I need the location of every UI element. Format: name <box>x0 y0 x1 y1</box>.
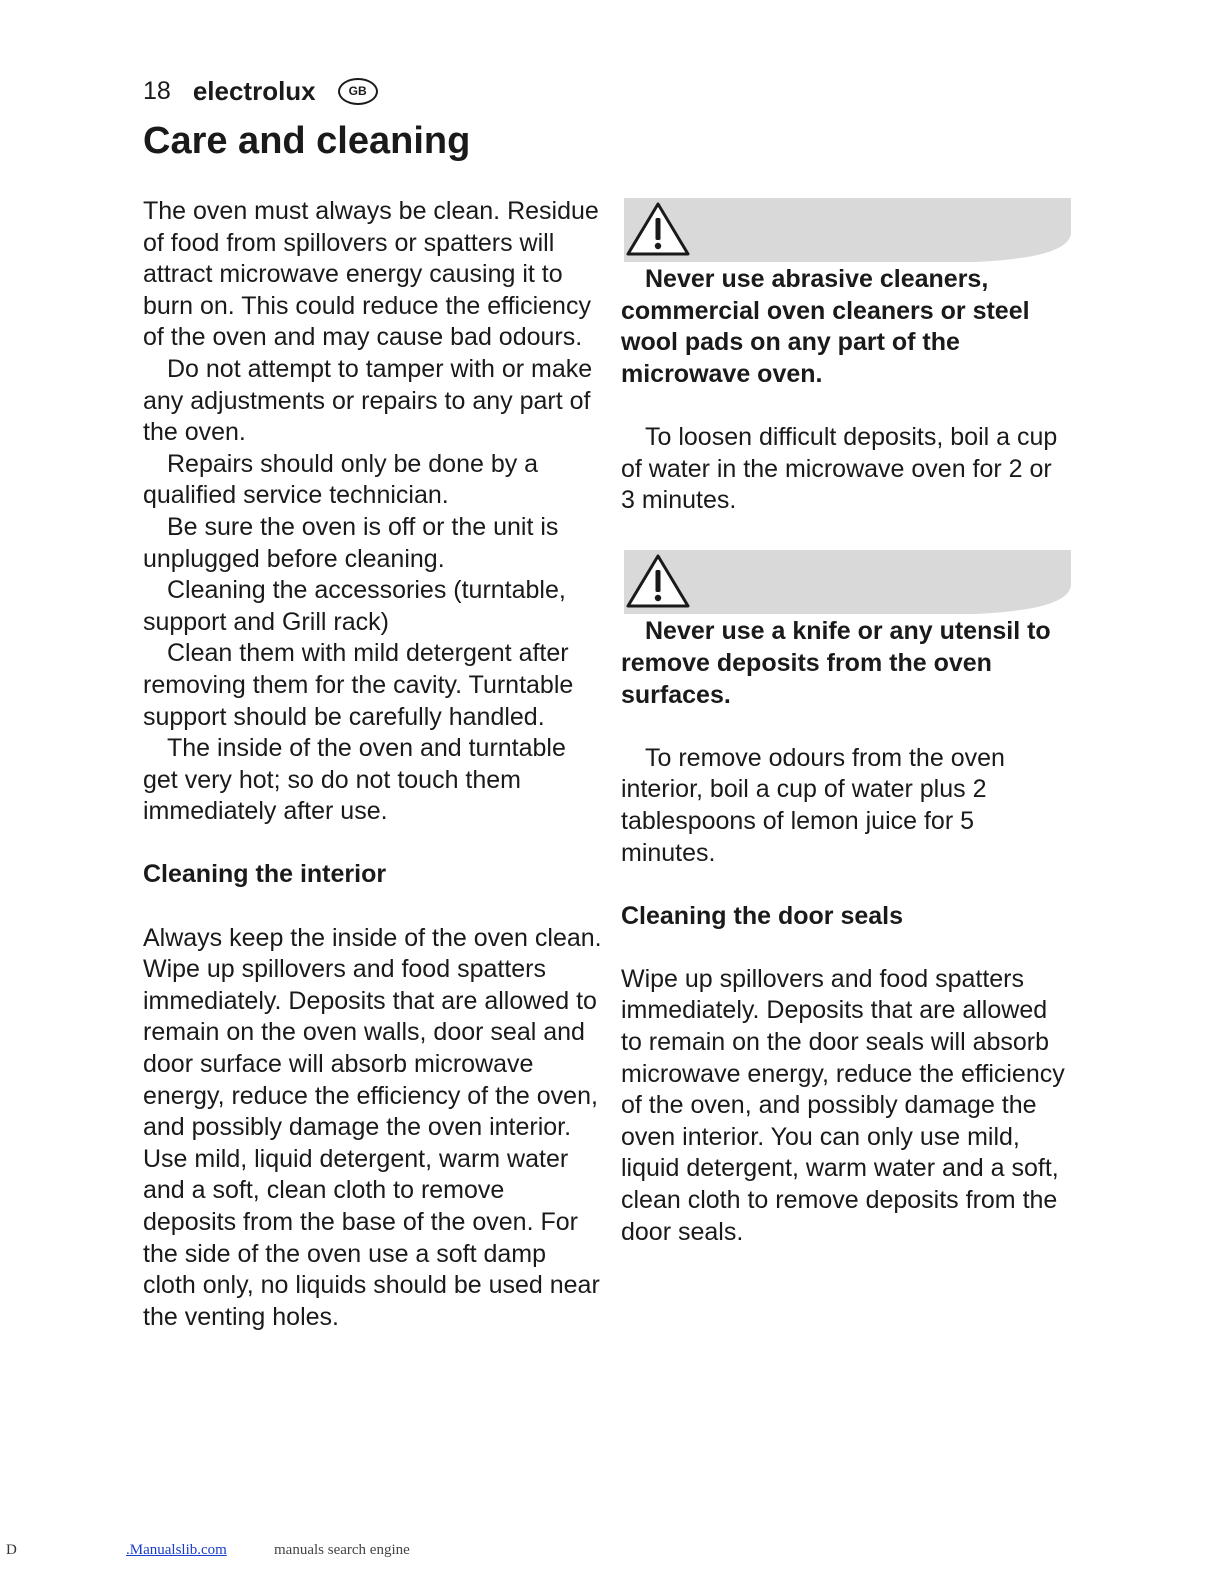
page-title: Care and cleaning <box>143 120 471 162</box>
footer-tagline: manuals search engine <box>274 1542 410 1558</box>
page-footer <box>0 1542 1224 1562</box>
tip-remove-odours: To remove odours from the oven interior, boil a cup of water plus 2 tablespoons of lemon juice for 5 minutes. <box>621 743 1005 867</box>
intro-paragraph: The inside of the oven and turntable get very hot; so do not touch them immediately after use. <box>143 734 566 826</box>
manualslib-link[interactable]: .Manualslib.com <box>126 1542 227 1558</box>
footer-prefix: D <box>6 1542 17 1558</box>
warning-text-abrasive: Never use abrasive cleaners, commercial oven cleaners or steel wool pads on any part of the microwave oven. <box>621 265 1030 388</box>
warning-band <box>624 196 1071 264</box>
tip-loosen-deposits: To loosen difficult deposits, boil a cup of water in the microwave oven for 2 or 3 minutes. <box>621 422 1058 515</box>
door-seals-paragraph: Wipe up spillovers and food spatters immediately. Deposits that are allowed to remain on the door seals will absorb microwave energy, reduce the efficiency of the oven, and possibly damage the oven interior. You can only use mild, liquid detergent, warm water and a soft, clean cloth to remove deposits from the door seals. <box>621 964 1065 1246</box>
brand-name: electrolux <box>192 75 316 106</box>
right-column <box>621 196 1071 1248</box>
intro-paragraph: Clean them with mild detergent after removing them for the cavity. Turntable support should be carefully handled. <box>143 639 574 731</box>
section-heading-interior: Cleaning the interior <box>143 860 387 889</box>
page-number: 18 <box>143 76 171 105</box>
section-heading-door-seals: Cleaning the door seals <box>621 901 904 930</box>
country-code-badge: GB <box>338 78 378 105</box>
warning-band <box>624 548 1071 616</box>
intro-paragraph: Be sure the oven is off or the unit is unplugged before cleaning. <box>143 512 559 573</box>
warning-text-knife: Never use a knife or any utensil to remove deposits from the oven surfaces. <box>621 617 1051 709</box>
interior-paragraph: Always keep the inside of the oven clean. Wipe up spillovers and food spatters immediately. Deposits that are allowed to remain on the oven walls, door seal and door surface will absorb microwave energy, reduce the efficiency of the oven, and possibly damage the oven interior. Use mild, liquid detergent, warm water and a soft, clean cloth to remove deposits from the base of the oven. For the side of the oven use a soft damp cloth only, no liquids should be used near the venting holes. <box>143 923 602 1331</box>
page-header <box>143 74 378 108</box>
intro-paragraph: Do not attempt to tamper with or make any adjustments or repairs to any part of the oven. <box>143 354 593 447</box>
intro-paragraph: Repairs should only be done by a qualified service technician. <box>143 449 539 510</box>
intro-paragraph: Cleaning the accessories (turntable, support and Grill rack) <box>143 576 566 636</box>
intro-paragraph: The oven must always be clean. Residue of food from spillovers or spatters will attract microwave energy causing it to burn on. This could reduce the efficiency of the oven and may cause bad odours. <box>143 197 599 352</box>
left-column <box>143 196 603 1333</box>
